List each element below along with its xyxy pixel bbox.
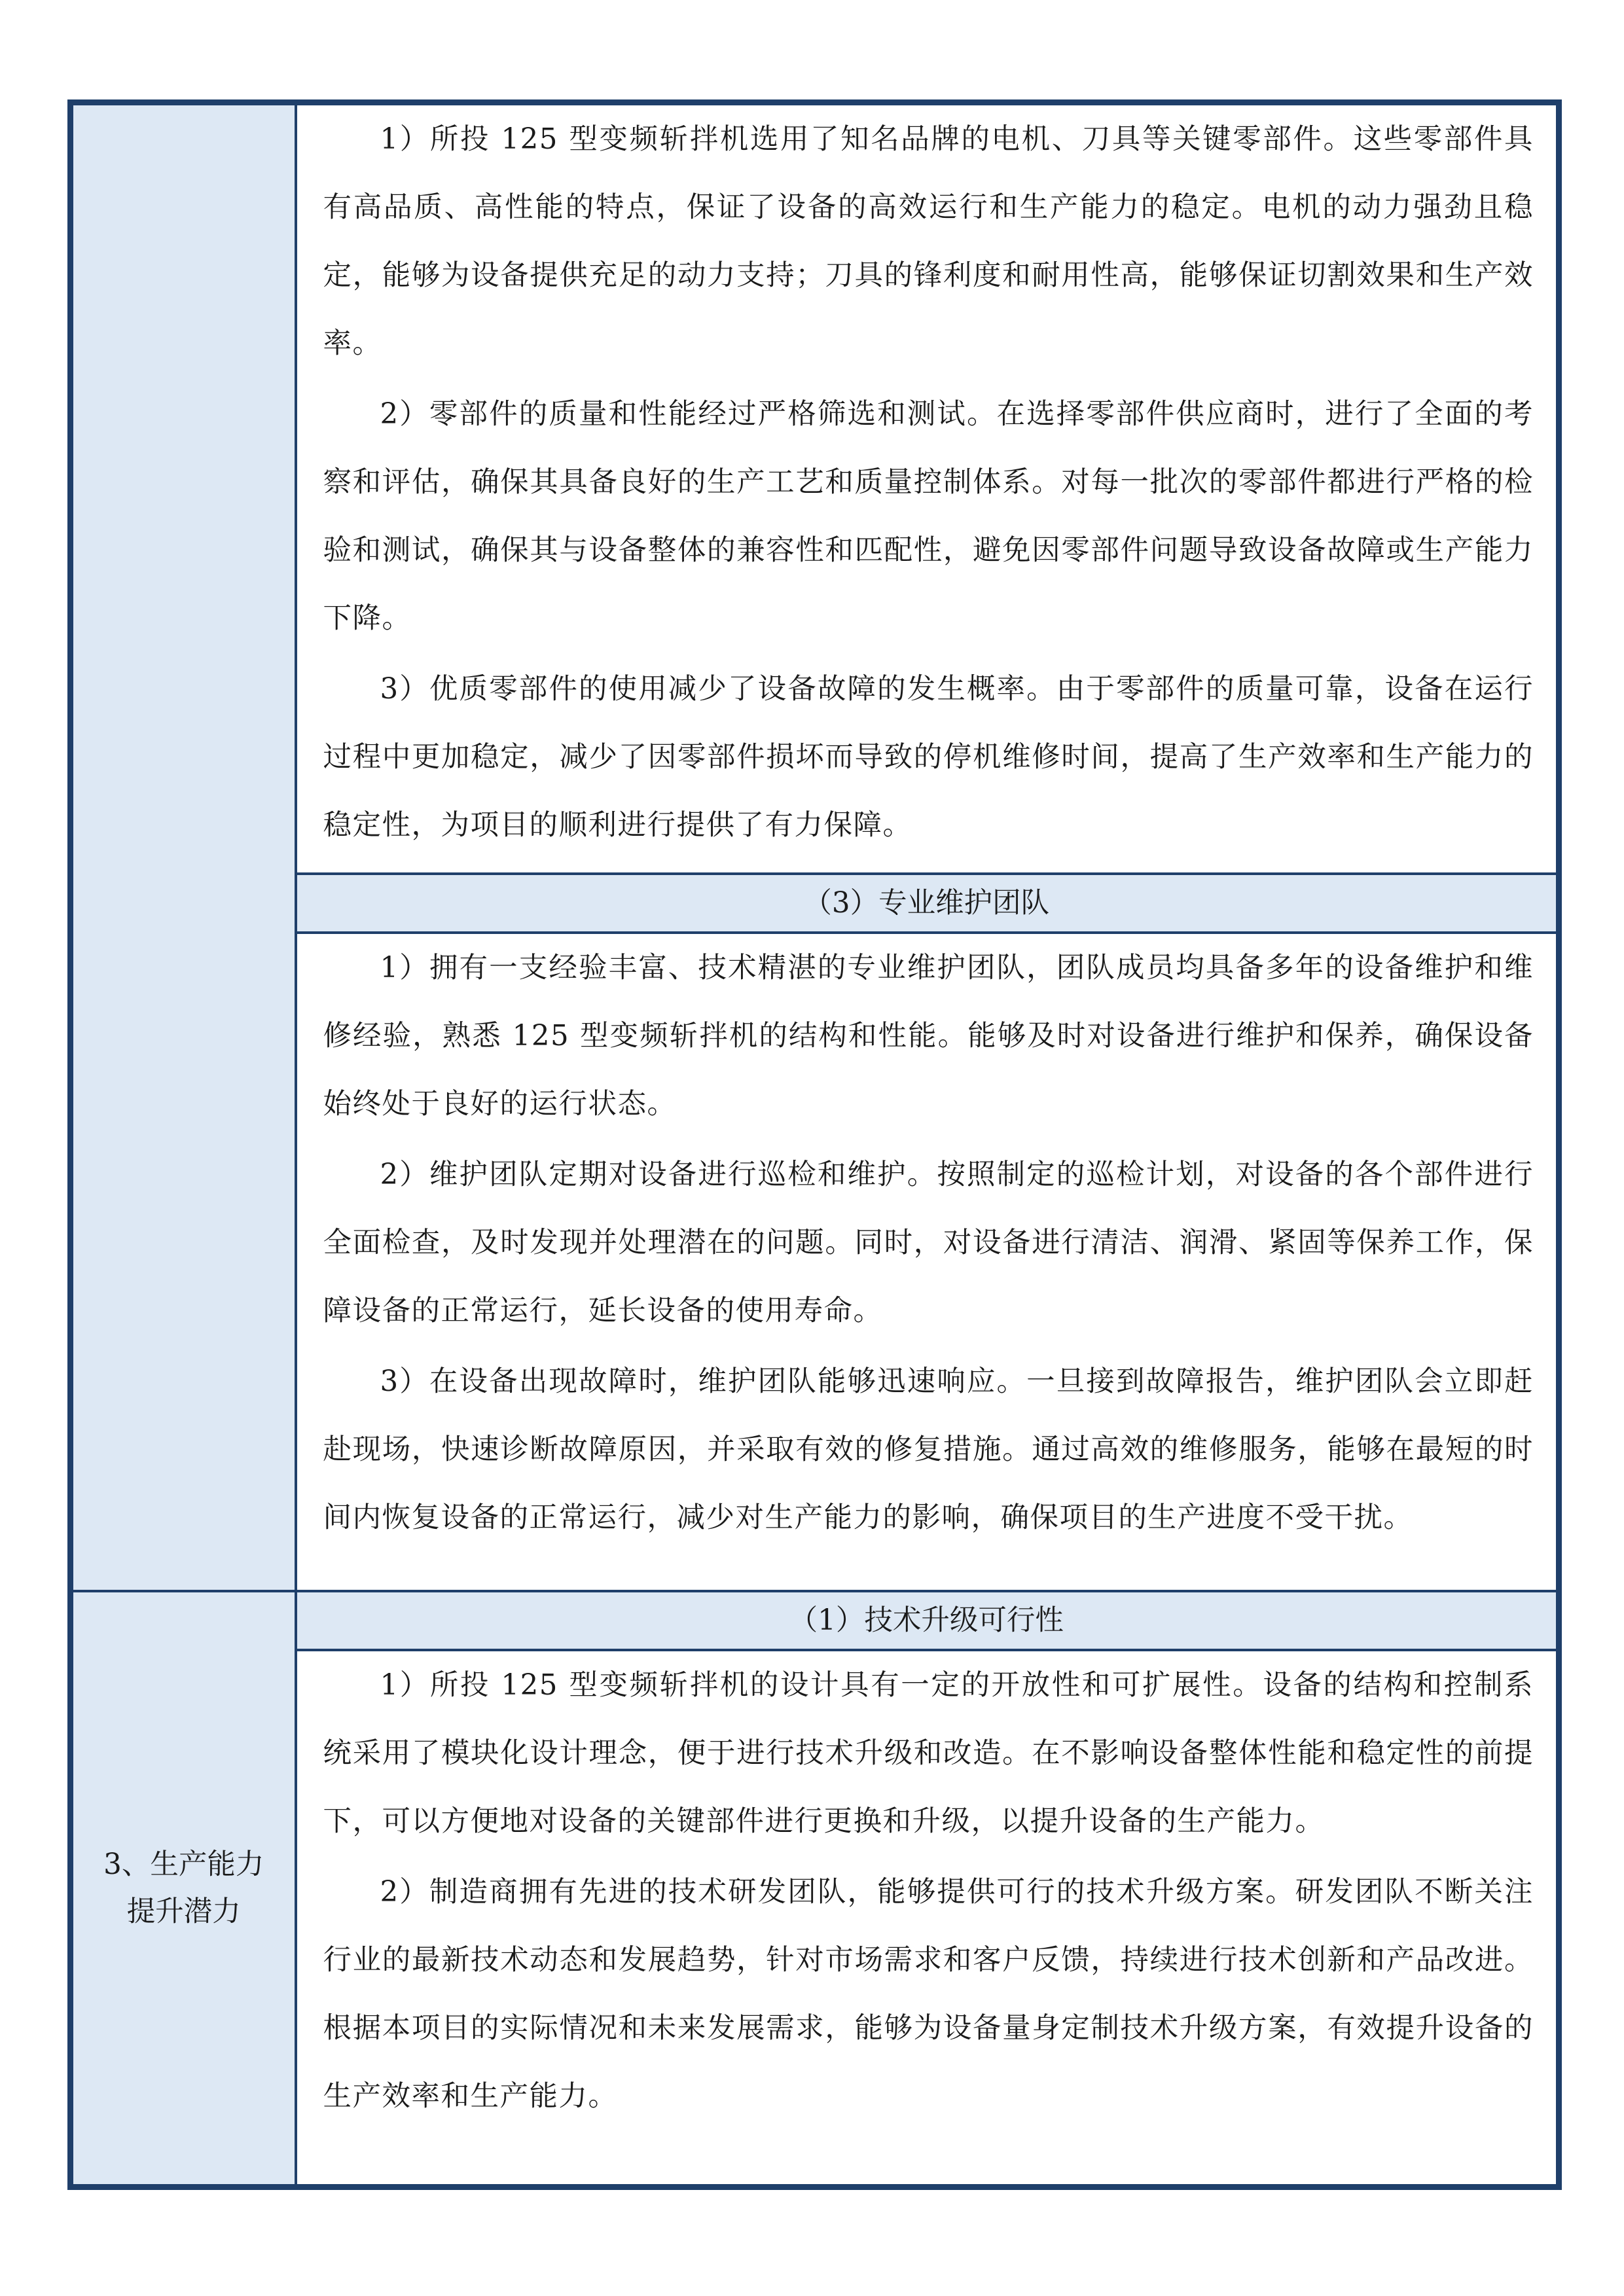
paragraph: 1）所投 125 型变频斩拌机的设计具有一定的开放性和可扩展性。设备的结构和控制系统采用了模块化设计理念，便于进行技术升级和改造。在不影响设备整体性能和稳定性的前提下，可以方便地对设备的关键部件进行更换和升级，以提升设备的生产能力。 [323,1669,1534,1838]
content-cell [296,933,1559,1591]
paragraph: 3）优质零部件的使用减少了设备故障的发生概率。由于零部件的质量可靠，设备在运行过程中更加稳定，减少了因零部件损坏而导致的停机维修时间，提高了生产效率和生产能力的稳定性，为项目的顺利进行提供了有力保障。 [323,673,1534,842]
paragraph: 1）拥有一支经验丰富、技术精湛的专业维护团队，团队成员均具备多年的设备维护和维修经验，熟悉 125 型变频斩拌机的结构和性能。能够及时对设备进行维护和保养，确保设备始终处于良好的运行状态。 [323,952,1534,1121]
table-row [71,103,1559,874]
content-cell [296,103,1559,874]
paragraph: 2）维护团队定期对设备进行巡检和维护。按照制定的巡检计划，对设备的各个部件进行全面检查，及时发现并处理潜在的问题。同时，对设备进行清洁、润滑、紧固等保养工作，保障设备的正常运行，延长设备的使用寿命。 [323,1158,1534,1327]
paragraph: 2）制造商拥有先进的技术研发团队，能够提供可行的技术升级方案。研发团队不断关注行业的最新技术动态和发展趋势，针对市场需求和客户反馈，持续进行技术创新和产品改进。根据本项目的实际情况和未来发展需求，能够为设备量身定制技术升级方案，有效提升设备的生产效率和生产能力。 [323,1876,1534,2113]
paragraph: 1）所投 125 型变频斩拌机选用了知名品牌的电机、刀具等关键零部件。这些零部件具有高品质、高性能的特点，保证了设备的高效运行和生产能力的稳定。电机的动力强劲且稳定，能够为设备提供充足的动力支持；刀具的锋利度和耐用性高，能够保证切割效果和生产效率。 [323,123,1534,360]
subsection-heading [296,874,1559,933]
document-table [67,99,1562,2190]
paragraph: 2）零部件的质量和性能经过严格筛选和测试。在选择零部件供应商时，进行了全面的考察和评估，确保其具备良好的生产工艺和质量控制体系。对每一批次的零部件都进行严格的检验和测试，确保其与设备整体的兼容性和匹配性，避免因零部件问题导致设备故障或生产能力下降。 [323,398,1534,635]
section-label-cell [71,1591,296,2187]
section-label-cell [71,103,296,1592]
subsection-heading-text: （3）专业维护团队 [803,887,1050,920]
paragraph: 3）在设备出现故障时，维护团队能够迅速响应。一旦接到故障报告，维护团队会立即赶赴现场，快速诊断故障原因，并采取有效的修复措施。通过高效的维修服务，能够在最短的时间内恢复设备的正常运行，减少对生产能力的影响，确保项目的生产进度不受干扰。 [323,1365,1534,1534]
section-label: 3、生产能力提升潜力 [103,1848,264,1928]
table-row [71,1591,1559,1650]
content-cell [296,1650,1559,2187]
subsection-heading [296,1591,1559,1650]
subsection-heading-text: （1）技术升级可行性 [789,1604,1064,1637]
